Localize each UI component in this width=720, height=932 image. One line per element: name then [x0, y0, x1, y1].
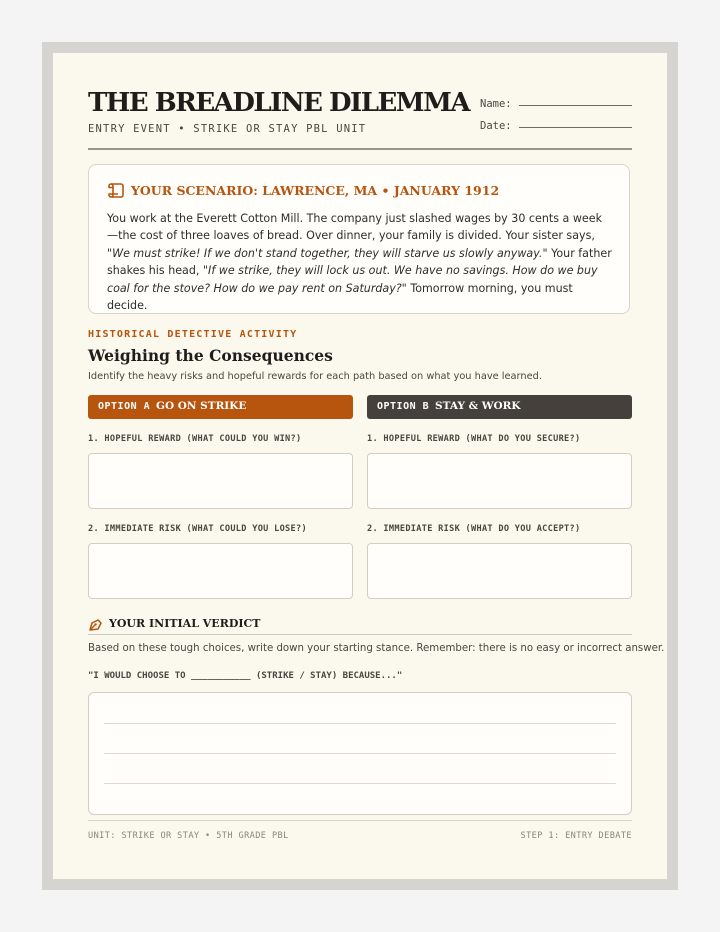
- scroll-icon: [107, 182, 125, 203]
- date-field[interactable]: [519, 127, 632, 128]
- option-a-risk-input[interactable]: [88, 543, 353, 599]
- verdict-prompt: "I WOULD CHOOSE TO ___________ (STRIKE / STAY) BECAUSE...": [88, 671, 403, 681]
- option-b-reward-input[interactable]: [367, 453, 632, 509]
- verdict-title: YOUR INITIAL VERDICT: [109, 617, 261, 630]
- option-b-risk-input[interactable]: [367, 543, 632, 599]
- footer-unit: UNIT: STRIKE OR STAY • 5TH GRADE PBL: [88, 831, 289, 841]
- name-label: Name:: [480, 98, 512, 110]
- activity-heading: Weighing the Consequences: [88, 346, 333, 365]
- option-b-risk-label: 2. IMMEDIATE RISK (WHAT DO YOU ACCEPT?): [367, 524, 581, 534]
- writing-line: [104, 753, 616, 754]
- verdict-divider: [88, 634, 632, 635]
- option-a-risk-label: 2. IMMEDIATE RISK (WHAT COULD YOU LOSE?): [88, 524, 307, 534]
- footer-step: STEP 1: ENTRY DEBATE: [520, 831, 632, 841]
- option-b-reward-label: 1. HOPEFUL REWARD (WHAT DO YOU SECURE?): [367, 434, 581, 444]
- activity-kicker: HISTORICAL DETECTIVE ACTIVITY: [88, 329, 298, 340]
- option-a-name: GO ON STRIKE: [156, 400, 247, 412]
- option-b-tag: OPTION B: [377, 401, 430, 412]
- sister-quote: "We must strike! If we don't stand together, they will starve us slowly anyway.": [107, 246, 548, 260]
- activity-description: Identify the heavy risks and hopeful rewards for each path based on what you have learned.: [88, 371, 542, 382]
- scenario-text: You work at the Everett Cotton Mill. The company just slashed wages by 30 cents a week—the cost of three loaves of bread. Over dinner, your family is divided. Your sister says, "We must strike! If we don't stand together, they will starve us slowly anyway." Your father shakes his head, "If we strike, they will lock us out. We have no savings. How do we buy coal for the stove? How do we pay rent on Saturday?" Tomorrow morning, you must decide.: [107, 212, 612, 313]
- name-field[interactable]: [519, 105, 632, 106]
- scenario-title: YOUR SCENARIO: LAWRENCE, MA • JANUARY 1912: [131, 183, 500, 198]
- father-quote: "If we strike, they will lock us out. We have no savings. How do we buy coal for the stove? How do we pay rent on Saturday?": [107, 264, 598, 295]
- option-b-name: STAY & WORK: [435, 400, 521, 412]
- writing-line: [104, 723, 616, 724]
- date-label: Date:: [480, 120, 512, 132]
- verdict-instructions: Based on these tough choices, write down your starting stance. Remember: there is no easy or incorrect answer.: [88, 643, 665, 654]
- option-a-header: [88, 395, 353, 419]
- writing-line: [104, 783, 616, 784]
- option-a-reward-input[interactable]: [88, 453, 353, 509]
- option-a-reward-label: 1. HOPEFUL REWARD (WHAT COULD YOU WIN?): [88, 434, 302, 444]
- page-title: THE BREADLINE DILEMMA: [88, 88, 470, 118]
- option-b-header: [367, 395, 632, 419]
- page-subtitle: ENTRY EVENT • STRIKE OR STAY PBL UNIT: [88, 123, 367, 135]
- header-divider: [88, 148, 632, 150]
- option-a-tag: OPTION A: [98, 401, 151, 412]
- footer-divider: [88, 820, 632, 821]
